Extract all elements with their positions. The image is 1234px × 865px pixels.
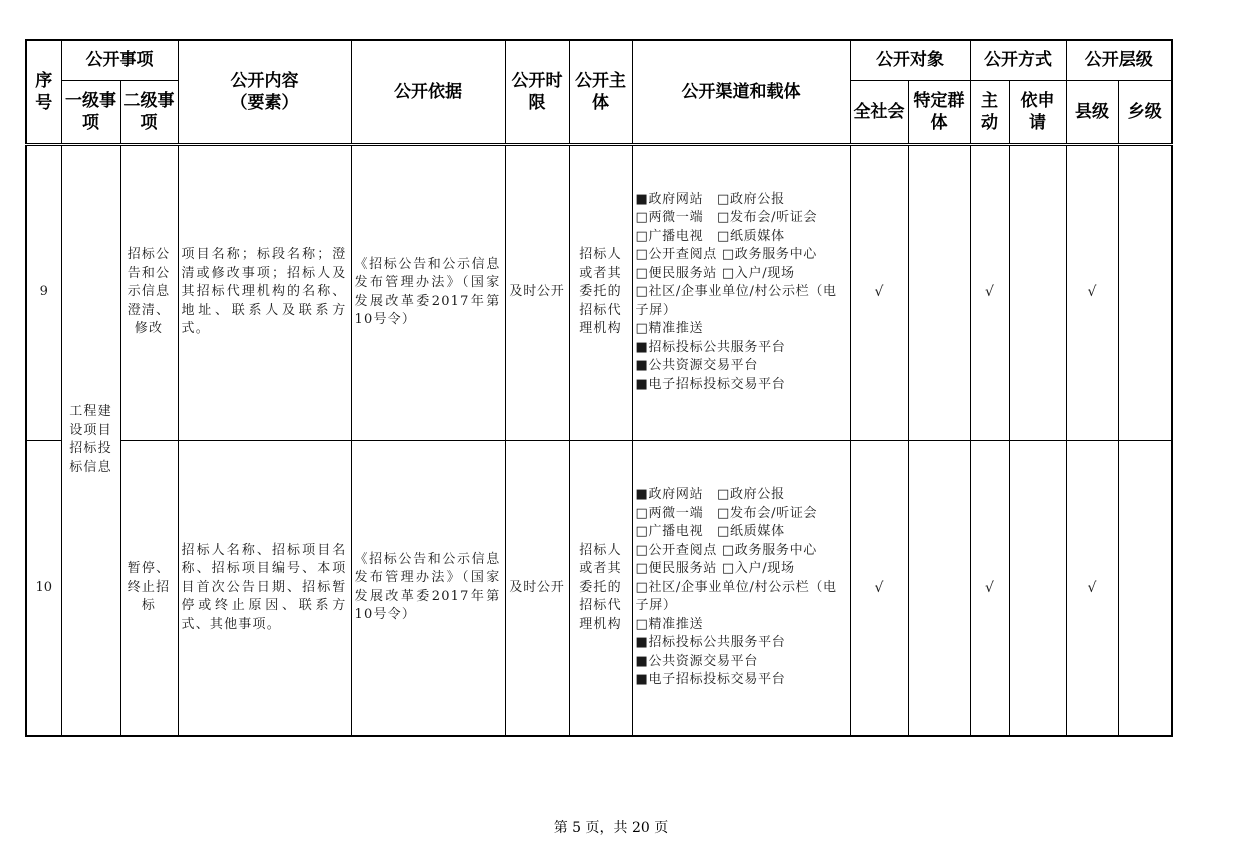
page-footer: 第 5 页，共 20 页 [553, 820, 669, 836]
header-level-county: 县级 [1066, 80, 1118, 144]
channel-item: □两微一端 □发布会/听证会 [635, 210, 818, 226]
channel-item: □便民服务站 □入户/现场 [635, 561, 795, 576]
row-10-channels-cell [632, 440, 850, 736]
channel-item: □便民服务站 □入户/现场 [635, 265, 795, 281]
row-10-level-town-cell [1118, 440, 1172, 736]
row-10-content-cell: 招标人名称、招标项目名称、招标项目编号、本项目首次公告日期、招标暂停或终止原因、联系方式、其他事项。 [178, 440, 351, 736]
header-subject: 公开主体 [569, 40, 632, 144]
header-basis: 公开依据 [351, 40, 505, 144]
row-9-deadline-cell: 及时公开 [505, 144, 569, 440]
row-10-audience-all-check: √ [850, 440, 908, 736]
row-10-method-request-cell [1009, 440, 1066, 736]
header-level-town: 乡级 [1118, 80, 1172, 144]
header-level: 公开层级 [1066, 40, 1172, 80]
row-9-method-request-cell [1009, 144, 1066, 440]
channel-item: ■公共资源交易平台 [635, 358, 759, 374]
row-10-basis-cell: 《招标公告和公示信息发布管理办法》（国家发展改革委2017年第10号令） [351, 440, 505, 736]
channel-item: □公开查阅点 □政务服务中心 [635, 247, 817, 263]
header-audience-specific: 特定群体 [908, 80, 970, 144]
header-channels: 公开渠道和载体 [632, 40, 850, 144]
header-audience-all: 全社会 [850, 80, 908, 144]
channel-item: ■政府网站 □政府公报 [635, 191, 785, 207]
channel-item: □公开查阅点 □政务服务中心 [635, 542, 817, 558]
row-10-deadline-cell: 及时公开 [505, 440, 569, 736]
row-9-method-active-check: √ [970, 144, 1009, 440]
channel-item: ■电子招标投标交易平台 [635, 672, 786, 687]
row-10-subject-cell: 招标人或者其委托的招标代理机构 [569, 440, 632, 736]
row-9-basis-cell: 《招标公告和公示信息发布管理办法》（国家发展改革委2017年第10号令） [351, 144, 505, 440]
channel-item: □社区/企事业单位/村公示栏（电子屏） [635, 579, 837, 613]
row-9-channels-cell [632, 144, 850, 440]
channel-item: □两微一端 □发布会/听证会 [635, 505, 818, 521]
header-method-active: 主动 [970, 80, 1009, 144]
header-row-1 [26, 40, 1172, 80]
row-10-level2-cell: 暂停、终止招标 [120, 440, 178, 736]
header-matter: 公开事项 [61, 40, 178, 80]
header-deadline: 公开时限 [505, 40, 569, 144]
row-9-audience-specific-cell [908, 144, 970, 440]
header-level1: 一级事项 [61, 80, 120, 144]
header-level2: 二级事项 [120, 80, 178, 144]
channel-item: ■招标投标公共服务平台 [635, 635, 786, 650]
row-9-subject-cell: 招标人或者其委托的招标代理机构 [569, 144, 632, 440]
row-9-content-cell: 项目名称；标段名称；澄清或修改事项；招标人及其招标代理机构的名称、地址、联系人及联系方式。 [178, 144, 351, 440]
row-9-level2-cell: 招标公告和公示信息澄清、修改 [120, 144, 178, 440]
disclosure-table [25, 39, 1173, 737]
row-10-method-active-check: √ [970, 440, 1009, 736]
row-10-level-county-check: √ [1066, 440, 1118, 736]
header-content-note: （要素） [230, 92, 299, 113]
row-10-audience-specific-cell [908, 440, 970, 736]
header-seq: 序号 [26, 40, 61, 144]
channel-item: ■政府网站 □政府公报 [635, 487, 785, 502]
header-method: 公开方式 [970, 40, 1066, 80]
row-9-level-county-check: √ [1066, 144, 1118, 440]
matter-group-cell: 工程建设项目招标投标信息 [61, 144, 120, 736]
table-row [26, 440, 1172, 736]
channel-item: ■招标投标公共服务平台 [635, 339, 786, 355]
row-9-level-town-cell [1118, 144, 1172, 440]
channel-item: ■公共资源交易平台 [635, 653, 759, 669]
row-10-seq-cell: 10 [26, 440, 61, 736]
channel-item: □广播电视 □纸质媒体 [635, 524, 785, 539]
channel-item: □精准推送 [635, 321, 704, 337]
row-9-seq-cell: 9 [26, 144, 61, 440]
header-method-request: 依申请 [1009, 80, 1066, 144]
channel-item: □广播电视 □纸质媒体 [635, 228, 785, 244]
header-content-title: 公开内容 [230, 70, 299, 91]
table-row [26, 144, 1172, 440]
channel-item: ■电子招标投标交易平台 [635, 376, 786, 392]
header-content [178, 40, 351, 144]
channel-item: □精准推送 [635, 616, 704, 632]
header-audience: 公开对象 [850, 40, 970, 80]
channel-item: □社区/企事业单位/村公示栏（电子屏） [635, 284, 837, 318]
row-9-audience-all-check: √ [850, 144, 908, 440]
